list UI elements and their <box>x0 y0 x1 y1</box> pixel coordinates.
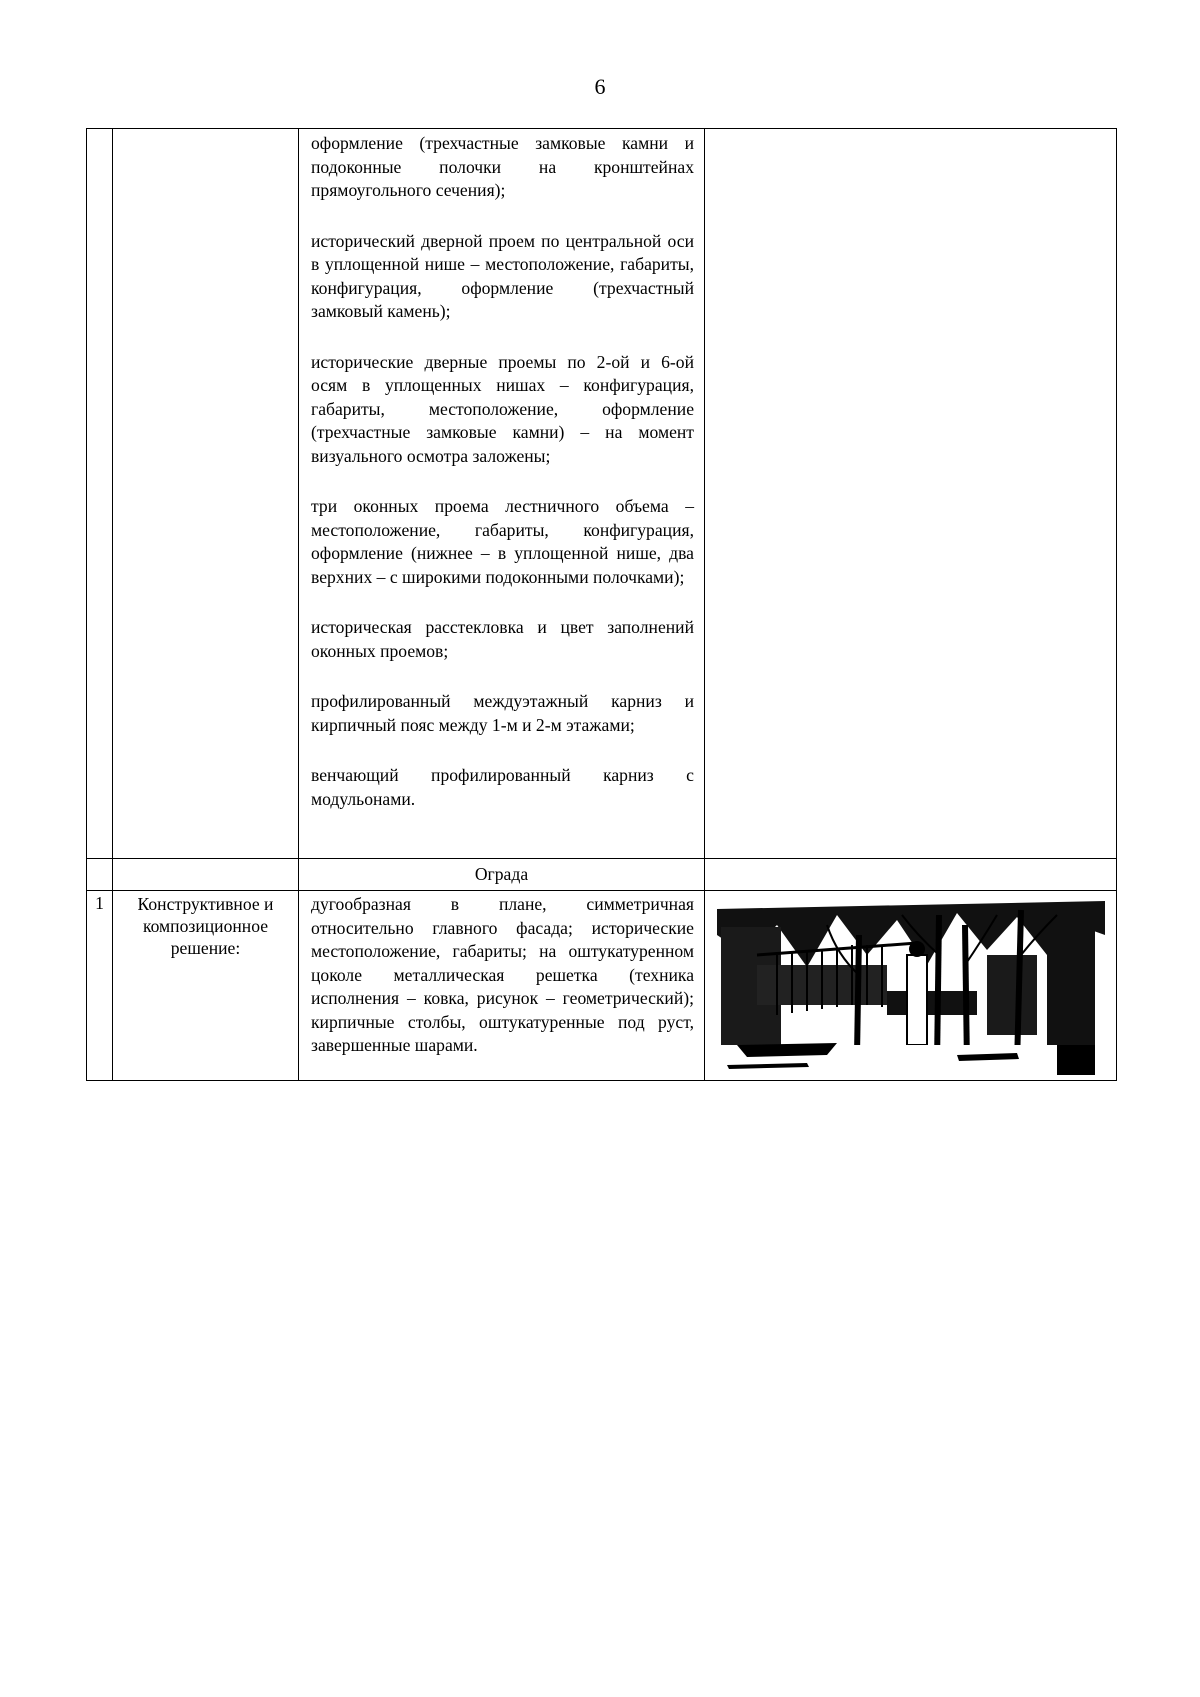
photo-cell <box>705 891 1117 1081</box>
description-cell <box>299 129 705 859</box>
number-cell <box>87 891 113 1081</box>
protection-table <box>86 128 1117 1081</box>
number-cell <box>87 129 113 859</box>
row-number: 1 <box>95 893 104 913</box>
row-label: Конструктивное и композиционное решение: <box>137 894 274 958</box>
fence-photo-icon <box>717 895 1105 1075</box>
paragraph: дугообразная в плане, симметричная относительно главного фасада; исторические местоположение, габариты; на оштукатуренном цоколе металлическая решетка (техника исполнения – ковка, рисунок – геометрический); кирпичные столбы, оштукатуренные под руст, завершенные шарами. <box>311 894 694 1055</box>
paragraph: исторический дверной проем по центральной оси в уплощенной нише – местоположение, габариты, конфигурация, оформление (трехчастный замковый камень); <box>311 230 694 321</box>
page-number: 6 <box>594 74 606 99</box>
paragraph: профилированный междуэтажный карниз и кирпичный пояс между 1-м и 2-м этажами; <box>311 691 694 735</box>
description-cell <box>299 891 705 1081</box>
paragraph: оформление (трехчастные замковые камни и подоконные полочки на кронштейнах прямоугольного сечения); <box>311 133 694 200</box>
paragraph: историческая расстекловка и цвет заполнений оконных проемов; <box>311 617 694 661</box>
paragraph: три оконных проема лестничного объема – местоположение, габариты, конфигурация, оформление (нижнее – в уплощенной нише, два верхних – с широкими подоконными полочками); <box>311 496 694 587</box>
section-title <box>299 859 705 891</box>
paragraph: исторические дверные проемы по 2-ой и 6-ой осям в уплощенных нишах – конфигурация, габариты, местоположение, оформление (трехчастные замковые камни) – на момент визуального осмотра заложены; <box>311 351 694 466</box>
label-cell <box>113 129 299 859</box>
paragraph: венчающий профилированный карниз с модульонами. <box>311 765 694 809</box>
photo-cell <box>705 129 1117 859</box>
label-cell <box>113 891 299 1081</box>
section-title-text: Ограда <box>474 864 529 884</box>
table-row <box>87 129 1117 859</box>
section-row <box>87 859 1117 891</box>
table-row <box>87 891 1117 1081</box>
